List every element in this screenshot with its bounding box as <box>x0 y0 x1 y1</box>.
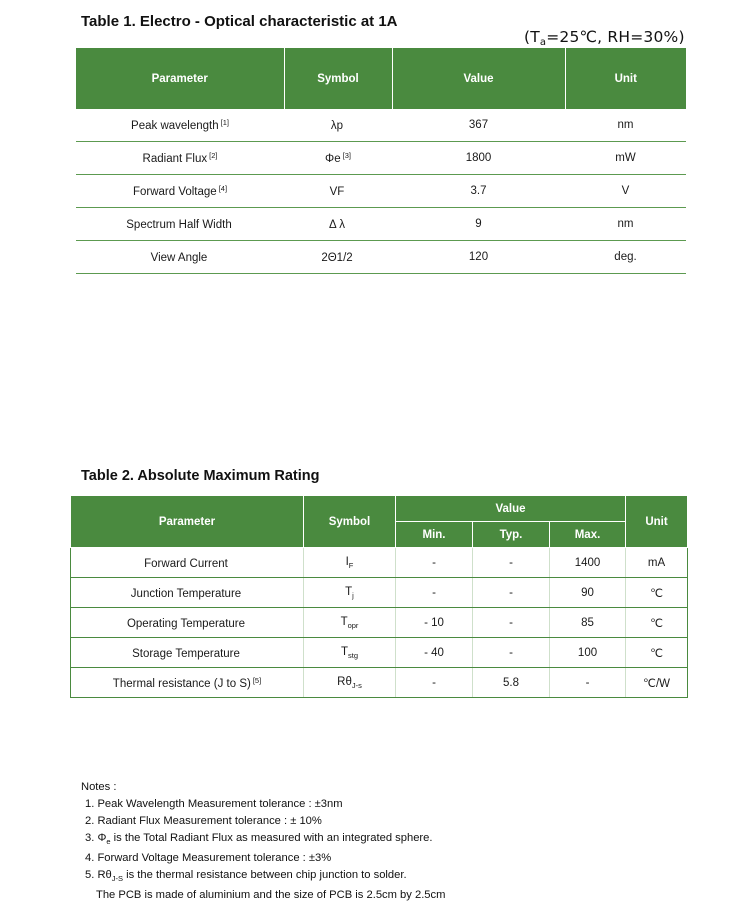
param-cell: Storage Temperature <box>71 638 304 668</box>
note-1: 1. Peak Wavelength Measurement tolerance : ±3nm <box>85 798 343 810</box>
unit-cell: ℃/W <box>626 668 688 698</box>
symbol-cell: λp <box>284 109 392 142</box>
table2-header-typ: Typ. <box>473 522 550 548</box>
table1-title: Table 1. Electro - Optical characteristic at 1A <box>81 13 398 30</box>
unit-cell: ℃ <box>626 638 688 668</box>
param-cell: Radiant Flux [2] <box>76 142 284 175</box>
param-cell: Thermal resistance (J to S) [5] <box>71 668 304 698</box>
notes-heading: Notes : <box>81 781 117 793</box>
table2-header-parameter: Parameter <box>71 496 304 548</box>
condition-prefix: (T <box>524 28 540 46</box>
min-cell: - 10 <box>396 608 473 638</box>
value-cell: 367 <box>392 109 565 142</box>
table-row <box>76 142 686 175</box>
param-cell: Peak wavelength [1] <box>76 109 284 142</box>
table2-header-unit: Unit <box>626 496 688 548</box>
note-5-continued: The PCB is made of aluminium and the size of PCB is 2.5cm by 2.5cm <box>96 889 446 901</box>
unit-cell: mA <box>626 548 688 578</box>
symbol-cell: $I_F$ <box>304 548 396 578</box>
table1-condition <box>524 28 685 48</box>
condition-suffix: =25℃, RH=30%) <box>546 28 685 46</box>
symbol-cell: $T_{stg}$ <box>304 638 396 668</box>
typ-cell: - <box>473 608 550 638</box>
table-row <box>71 578 688 608</box>
min-cell: - <box>396 578 473 608</box>
table-row <box>71 638 688 668</box>
value-cell: 9 <box>392 208 565 241</box>
table-row <box>71 548 688 578</box>
max-cell: 90 <box>550 578 626 608</box>
table2-header-symbol: Symbol <box>304 496 396 548</box>
typ-cell: - <box>473 548 550 578</box>
absolute-maximum-rating-table <box>70 495 688 698</box>
param-cell: View Angle <box>76 241 284 274</box>
symbol-cell: $R\theta_{J-s}$ <box>304 668 396 698</box>
min-cell: - <box>396 548 473 578</box>
symbol-cell: Φe [3] <box>284 142 392 175</box>
table1-header-unit: Unit <box>565 48 686 109</box>
table-row <box>76 109 686 142</box>
typ-cell: - <box>473 578 550 608</box>
max-cell: - <box>550 668 626 698</box>
symbol-cell: $T_{opr}$ <box>304 608 396 638</box>
max-cell: 100 <box>550 638 626 668</box>
table2-title: Table 2. Absolute Maximum Rating <box>81 468 320 484</box>
unit-cell: nm <box>565 109 686 142</box>
param-cell: Junction Temperature <box>71 578 304 608</box>
symbol-cell: $T_j$ <box>304 578 396 608</box>
unit-cell: mW <box>565 142 686 175</box>
table1-header-value: Value <box>392 48 565 109</box>
symbol-cell: Δ λ <box>284 208 392 241</box>
unit-cell: V <box>565 175 686 208</box>
symbol-cell: 2Θ1/2 <box>284 241 392 274</box>
param-cell: Forward Current <box>71 548 304 578</box>
table1-header-parameter: Parameter <box>76 48 284 109</box>
symbol-cell: VF <box>284 175 392 208</box>
param-cell: Spectrum Half Width <box>76 208 284 241</box>
value-cell: 120 <box>392 241 565 274</box>
note-2: 2. Radiant Flux Measurement tolerance : ± 10% <box>85 815 322 827</box>
max-cell: 85 <box>550 608 626 638</box>
unit-cell: ℃ <box>626 578 688 608</box>
table1-header-row <box>76 48 686 109</box>
note-4: 4. Forward Voltage Measurement tolerance : ±3% <box>85 852 332 864</box>
electro-optical-table <box>76 48 686 274</box>
table-row <box>71 608 688 638</box>
table2-header-min: Min. <box>396 522 473 548</box>
min-cell: - 40 <box>396 638 473 668</box>
table2-header-max: Max. <box>550 522 626 548</box>
param-cell: Forward Voltage [4] <box>76 175 284 208</box>
note-5: 5. $R\theta_{J-S}$ is the thermal resistance between chip junction to solder. <box>85 869 407 883</box>
table-row <box>76 241 686 274</box>
min-cell: - <box>396 668 473 698</box>
value-cell: 1800 <box>392 142 565 175</box>
unit-cell: nm <box>565 208 686 241</box>
table-row <box>76 175 686 208</box>
max-cell: 1400 <box>550 548 626 578</box>
param-cell: Operating Temperature <box>71 608 304 638</box>
table-row <box>71 668 688 698</box>
table-row <box>76 208 686 241</box>
typ-cell: 5.8 <box>473 668 550 698</box>
table2-header-value: Value <box>396 496 626 522</box>
table1-header-symbol: Symbol <box>284 48 392 109</box>
value-cell: 3.7 <box>392 175 565 208</box>
note-3: 3. $\Phi_e$ is the Total Radiant Flux as measured with an integrated sphere. <box>85 832 433 846</box>
typ-cell: - <box>473 638 550 668</box>
unit-cell: ℃ <box>626 608 688 638</box>
condition-sub: a <box>539 37 547 48</box>
notes-section <box>81 779 445 904</box>
table2-header-row <box>71 496 688 522</box>
unit-cell: deg. <box>565 241 686 274</box>
